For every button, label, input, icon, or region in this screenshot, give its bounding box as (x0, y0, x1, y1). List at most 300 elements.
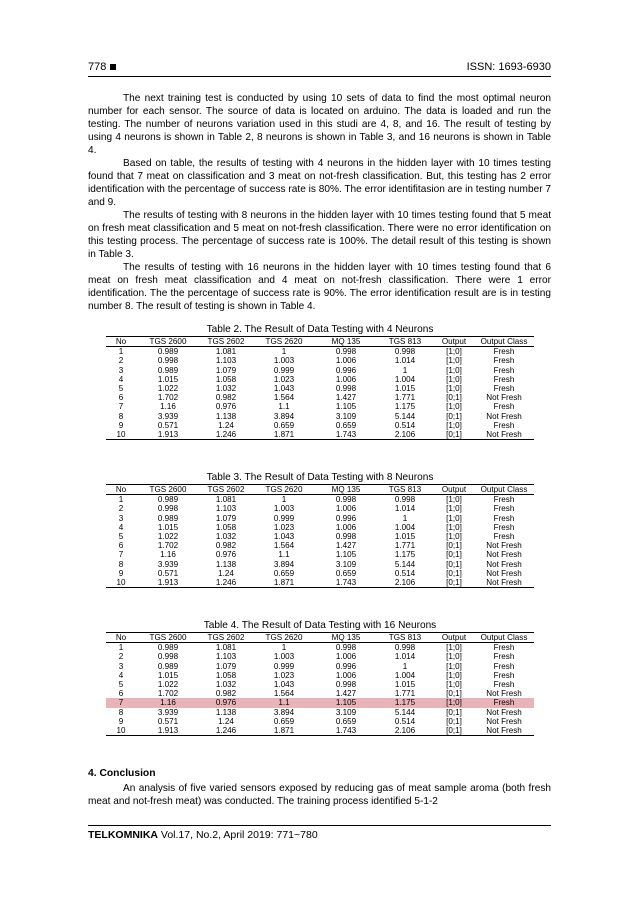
table-cell: 0.989 (157, 495, 179, 505)
table-cell: 0.998 (394, 495, 416, 505)
table-cell: [1;0] (446, 420, 462, 430)
table-cell: Fresh (493, 522, 515, 532)
table-cell: [0;1] (446, 541, 462, 551)
table-cell: 1.105 (335, 550, 357, 560)
table-cell: 1.022 (157, 384, 179, 394)
column-header: TGS 2602 (200, 485, 252, 495)
table-cell: 0.999 (273, 661, 295, 671)
table-cell: 1.743 (316, 726, 376, 736)
table-row (106, 689, 534, 698)
table-cell: 1.175 (394, 402, 416, 412)
table-cell: 0.989 (157, 347, 179, 357)
table-row (106, 532, 534, 541)
table-cell: 0.571 (157, 420, 179, 430)
table-cell: Fresh (493, 356, 515, 366)
table-cell: 1.913 (136, 430, 200, 440)
table-cell: [0;1] (446, 568, 462, 578)
table-cell: 1.105 (316, 698, 376, 707)
table-3 (106, 472, 534, 588)
table-cell: [1;0] (446, 522, 462, 532)
table-cell: [1;0] (434, 698, 474, 707)
table-cell: 0.982 (215, 541, 237, 551)
table-cell: 1.081 (215, 495, 237, 505)
table-cell: 1.16 (136, 698, 200, 707)
page-number-group (88, 61, 116, 73)
table-cell: 2.106 (376, 578, 434, 588)
table-cell: Not Fresh (486, 689, 522, 699)
table-cell: [0;1] (434, 578, 474, 588)
table-cell: 1.079 (215, 661, 237, 671)
table-cell: 0.982 (215, 393, 237, 403)
table-cell: 1.246 (200, 578, 252, 588)
table-cell: [1;0] (446, 643, 462, 653)
table-cell: 0.659 (273, 568, 295, 578)
table-cell: 3 (118, 513, 124, 523)
table-caption: Table 3. The Result of Data Testing with 8 Neurons (206, 472, 434, 483)
table-cell: [0;1] (434, 430, 474, 440)
table-row (106, 662, 534, 671)
table-cell: 7 (118, 402, 124, 412)
table-cell: 1.138 (215, 411, 237, 421)
table-cell: [1;0] (446, 374, 462, 384)
table-cell: 0.989 (157, 365, 179, 375)
table-row (106, 523, 534, 532)
paragraph: The results of testing with 16 neurons in the hidden layer with 10 times testing found that 6 meat on fresh meat classification and 4 meat on not-fresh classification. There were 1 error identification. The the percentage of success rate is 90%. The error identification result are is in testing number 8. The result of testing is shown in Table 4. (88, 262, 551, 312)
table-cell: [1;0] (446, 495, 462, 505)
table-cell: 5.144 (394, 559, 416, 569)
table-cell: [0;1] (446, 393, 462, 403)
column-header: TGS 2600 (136, 633, 200, 643)
table-cell: 1.023 (273, 670, 295, 680)
table-cell: Not Fresh (486, 716, 522, 726)
table-cell: 0.999 (273, 365, 295, 375)
table-cell: 1.023 (273, 522, 295, 532)
table-cell: 1.014 (394, 652, 416, 662)
table-cell: Not Fresh (474, 578, 534, 588)
column-header: No (106, 633, 136, 643)
table-row (106, 717, 534, 726)
table-row (106, 430, 534, 440)
table-cell: 1.006 (335, 374, 357, 384)
table-cell: 0.659 (335, 420, 357, 430)
table-caption: Table 2. The Result of Data Testing with 4 Neurons (206, 324, 434, 335)
table-row (106, 347, 534, 357)
table-cell: 1.015 (157, 374, 179, 384)
table-cell: Fresh (493, 495, 515, 505)
table-cell: 1.032 (215, 680, 237, 690)
table-cell: 1.138 (215, 559, 237, 569)
table-cell: Not Fresh (474, 726, 534, 736)
table-row (106, 643, 534, 653)
table-cell: 1.103 (215, 356, 237, 366)
table-cell: 0.571 (157, 716, 179, 726)
table-cell: [1;0] (446, 652, 462, 662)
table-cell: Fresh (493, 347, 515, 357)
table-cell: 0.999 (273, 513, 295, 523)
table-cell: 0.659 (335, 716, 357, 726)
page-footer (88, 825, 551, 841)
table-cell: 1.006 (335, 652, 357, 662)
column-header: Output Class (474, 485, 534, 495)
header-row (106, 337, 534, 347)
table-row-highlighted (106, 698, 534, 707)
table-cell: Not Fresh (486, 707, 522, 717)
table-cell: 8 (118, 411, 124, 421)
journal-name: TELKOMNIKA (88, 829, 158, 841)
table-cell: [0;1] (446, 716, 462, 726)
table-cell: 1.427 (335, 689, 357, 699)
table-cell: 1 (118, 643, 124, 653)
table-cell: 1.564 (273, 541, 295, 551)
page-header (88, 61, 551, 77)
table-row (106, 578, 534, 588)
section-heading: 4. Conclusion (88, 768, 156, 779)
table-cell: 0.659 (273, 420, 295, 430)
table-cell: 1 (402, 661, 408, 671)
table-cell: [1;0] (446, 365, 462, 375)
table-row (106, 550, 534, 559)
table-cell: 1.743 (316, 430, 376, 440)
table-cell: Fresh (474, 698, 534, 707)
table-cell: 1.006 (335, 356, 357, 366)
column-header: TGS 2620 (252, 485, 316, 495)
table-cell: Fresh (493, 652, 515, 662)
table-2 (106, 324, 534, 440)
table-cell: 1.105 (335, 402, 357, 412)
table-cell: 1.079 (215, 365, 237, 375)
column-header: Output (434, 633, 474, 643)
table-cell: 10 (106, 726, 136, 736)
issn: ISSN: 1693-6930 (466, 61, 551, 73)
column-header: MQ 135 (316, 337, 376, 347)
table-row (106, 671, 534, 680)
table-cell: [0;1] (446, 689, 462, 699)
table-row (106, 504, 534, 513)
table-cell: 1.138 (215, 707, 237, 717)
table-cell: 0.998 (335, 384, 357, 394)
table-cell: [1;0] (446, 356, 462, 366)
table-cell: Fresh (493, 420, 515, 430)
table-cell: [1;0] (446, 504, 462, 514)
table-cell: Fresh (493, 365, 515, 375)
table-cell: 9 (118, 568, 124, 578)
conclusion-text (88, 782, 551, 808)
table-cell: 1.246 (200, 430, 252, 440)
table-row (106, 726, 534, 736)
table-row (106, 708, 534, 717)
table-cell: Fresh (493, 402, 515, 412)
table-cell: Fresh (493, 643, 515, 653)
table-cell: 1.015 (394, 384, 416, 394)
table-row (106, 412, 534, 421)
table-cell: 6 (118, 689, 124, 699)
table-row (106, 514, 534, 523)
table-cell: [0;1] (446, 707, 462, 717)
table-cell: 1.246 (200, 726, 252, 736)
table-row (106, 652, 534, 661)
table-row (106, 402, 534, 411)
table-cell: 3.939 (157, 707, 179, 717)
table-cell: 1 (118, 495, 124, 505)
data-table (106, 632, 534, 736)
table-cell: 1 (402, 513, 408, 523)
table-cell: 3.894 (273, 707, 295, 717)
table-cell: 3 (118, 661, 124, 671)
table-cell: 8 (118, 559, 124, 569)
table-cell: 1.006 (335, 670, 357, 680)
table-cell: 1.081 (215, 347, 237, 357)
table-cell: Not Fresh (486, 550, 522, 560)
column-header: TGS 2602 (200, 633, 252, 643)
table-cell: 1.427 (335, 541, 357, 551)
table-cell: [0;1] (446, 550, 462, 560)
table-cell: Fresh (493, 513, 515, 523)
table-cell: 1.081 (215, 643, 237, 653)
table-cell: 1.913 (136, 578, 200, 588)
table-row (106, 680, 534, 689)
column-header: TGS 2600 (136, 485, 200, 495)
column-header: TGS 2620 (252, 337, 316, 347)
table-cell: 4 (118, 670, 124, 680)
table-cell: 1.058 (215, 374, 237, 384)
table-row (106, 541, 534, 550)
table-cell: 7 (106, 698, 136, 707)
table-cell: 1.103 (215, 504, 237, 514)
table-cell: 4 (118, 374, 124, 384)
table-cell: 5 (118, 680, 124, 690)
table-cell: Not Fresh (474, 430, 534, 440)
paragraph: The next training test is conducted by using 10 sets of data to find the most optimal neuron number for each sensor. The source of data is located on arduino. The data is loaded and run the testing. The number of neurons variation used in this studi are 4, 8, and 16. The result of testing by using 4 neurons is shown in Table 2, 8 neurons is shown in Table 3, and 16 neurons is shown in Table 4. (88, 93, 551, 156)
table-cell: 1.16 (160, 550, 176, 560)
table-cell: [0;1] (434, 726, 474, 736)
table-cell: 1.014 (394, 504, 416, 514)
table-cell: 1.913 (136, 726, 200, 736)
table-cell: 1.004 (394, 670, 416, 680)
table-cell: 5 (118, 384, 124, 394)
table-cell: 1.032 (215, 532, 237, 542)
table-cell: Fresh (493, 374, 515, 384)
table-cell: 1 (402, 365, 408, 375)
column-header: TGS 2602 (200, 337, 252, 347)
table-cell: 1.564 (273, 393, 295, 403)
table-cell: 1.771 (394, 393, 416, 403)
table-cell: 6 (118, 541, 124, 551)
table-cell: 0.998 (335, 680, 357, 690)
table-cell: Fresh (493, 504, 515, 514)
table-cell: 1.24 (218, 716, 234, 726)
table-cell: 0.514 (394, 420, 416, 430)
header-row (106, 633, 534, 643)
table-row (106, 375, 534, 384)
table-cell: [1;0] (446, 661, 462, 671)
table-cell: 1.015 (394, 532, 416, 542)
table-cell: 1.023 (273, 374, 295, 384)
column-header: Output (434, 485, 474, 495)
square-bullet-icon (110, 64, 116, 70)
table-cell: 0.998 (335, 643, 357, 653)
table-cell: 1 (281, 347, 287, 357)
table-cell: 1.564 (273, 689, 295, 699)
table-cell: Fresh (493, 670, 515, 680)
column-header: MQ 135 (316, 633, 376, 643)
table-cell: 0.989 (157, 661, 179, 671)
table-cell: 1.004 (394, 374, 416, 384)
table-cell: Fresh (493, 680, 515, 690)
table-cell: 1.003 (273, 356, 295, 366)
table-cell: 1.743 (316, 578, 376, 588)
table-cell: 0.976 (200, 698, 252, 707)
column-header: TGS 2620 (252, 633, 316, 643)
table-cell: [0;1] (446, 411, 462, 421)
table-cell: 1.1 (278, 550, 290, 560)
table-cell: 1.015 (157, 522, 179, 532)
table-cell: 2 (118, 356, 124, 366)
table-cell: 1 (281, 495, 287, 505)
table-cell: 1.043 (273, 680, 295, 690)
table-cell: 5.144 (394, 707, 416, 717)
table-cell: 1.032 (215, 384, 237, 394)
table-cell: 5 (118, 532, 124, 542)
body-text (88, 92, 551, 313)
table-row (106, 366, 534, 375)
table-cell: 9 (118, 716, 124, 726)
table-cell: 7 (118, 550, 124, 560)
table-cell: Not Fresh (486, 559, 522, 569)
table-cell: 3.939 (157, 559, 179, 569)
header-row (106, 485, 534, 495)
table-cell: 0.998 (157, 504, 179, 514)
table-cell: Not Fresh (486, 568, 522, 578)
table-row (106, 569, 534, 578)
table-cell: 0.996 (335, 661, 357, 671)
table-cell: 1.006 (335, 504, 357, 514)
table-cell: 0.998 (335, 347, 357, 357)
table-cell: 0.976 (215, 402, 237, 412)
table-cell: 1.771 (394, 541, 416, 551)
table-cell: 0.659 (335, 568, 357, 578)
table-cell: 1.1 (278, 402, 290, 412)
table-cell: 0.976 (215, 550, 237, 560)
table-cell: Fresh (493, 661, 515, 671)
table-cell: 1.702 (157, 541, 179, 551)
table-cell: 0.989 (157, 643, 179, 653)
table-cell: 6 (118, 393, 124, 403)
table-cell: 1.003 (273, 652, 295, 662)
table-cell: 1.24 (218, 568, 234, 578)
table-cell: [1;0] (446, 347, 462, 357)
table-cell: 0.998 (394, 347, 416, 357)
column-header: Output Class (474, 633, 534, 643)
table-cell: [1;0] (446, 532, 462, 542)
table-cell: 3.894 (273, 411, 295, 421)
table-cell: 3.109 (335, 559, 357, 569)
table-cell: 4 (118, 522, 124, 532)
table-cell: 5.144 (394, 411, 416, 421)
table-cell: 0.998 (157, 356, 179, 366)
table-cell: 1.022 (157, 532, 179, 542)
table-row (106, 356, 534, 365)
table-cell: 3.894 (273, 559, 295, 569)
table-cell: 1.702 (157, 393, 179, 403)
column-header: No (106, 485, 136, 495)
paragraph: An analysis of five varied sensors exposed by reducing gas of meat sample aroma (both fresh meat and not-fresh meat) was conducted. The training process identified 5-1-2 (88, 783, 551, 807)
table-cell: 0.998 (394, 643, 416, 653)
table-cell: 2.106 (376, 430, 434, 440)
table-cell: [1;0] (446, 680, 462, 690)
table-cell: 1.16 (160, 402, 176, 412)
table-cell: Not Fresh (486, 393, 522, 403)
table-cell: Fresh (493, 532, 515, 542)
column-header: TGS 813 (376, 633, 434, 643)
table-cell: 10 (106, 430, 136, 440)
table-cell: 1.871 (252, 726, 316, 736)
column-header: TGS 813 (376, 337, 434, 347)
paragraph: The results of testing with 8 neurons in the hidden layer with 10 times testing found that 5 meat on fresh meat classification and 5 meat on not-fresh classification. There were no error identification on this testing process. The percentage of success rate is 100%. The detail result of this testing is shown in Table 3. (88, 210, 551, 260)
page-number: 778 (88, 61, 107, 73)
table-cell: 1.24 (218, 420, 234, 430)
table-row (106, 384, 534, 393)
table-cell: 0.514 (394, 568, 416, 578)
table-cell: 1.079 (215, 513, 237, 523)
table-cell: 1.771 (394, 689, 416, 699)
table-cell: 0.998 (335, 495, 357, 505)
table-cell: 1.058 (215, 522, 237, 532)
table-cell: 0.659 (273, 716, 295, 726)
table-cell: 1.006 (335, 522, 357, 532)
table-cell: 1.871 (252, 578, 316, 588)
table-cell: 1.175 (394, 550, 416, 560)
paragraph: Based on table, the results of testing with 4 neurons in the hidden layer with 10 times testing found that 7 meat on classification and 3 meat on not-fresh classification. But, this testing has 2 error identification with the percentage of success rate is 80%. The error identifitasion are in testing number 7 and 9. (88, 158, 551, 208)
table-cell: 1 (118, 347, 124, 357)
table-cell: 2 (118, 504, 124, 514)
table-cell: 1.702 (157, 689, 179, 699)
table-cell: 0.996 (335, 365, 357, 375)
table-4 (106, 620, 534, 736)
table-cell: 1.022 (157, 680, 179, 690)
table-cell: 1.004 (394, 522, 416, 532)
table-cell: 1.871 (252, 430, 316, 440)
column-header: No (106, 337, 136, 347)
data-table (106, 336, 534, 440)
table-cell: 0.998 (157, 652, 179, 662)
table-cell: 0.571 (157, 568, 179, 578)
table-cell: [1;0] (446, 402, 462, 412)
column-header: MQ 135 (316, 485, 376, 495)
table-cell: 1.015 (394, 680, 416, 690)
table-cell: 0.989 (157, 513, 179, 523)
table-cell: Fresh (493, 384, 515, 394)
table-cell: 0.982 (215, 689, 237, 699)
table-cell: 1.015 (157, 670, 179, 680)
table-cell: 3.109 (335, 411, 357, 421)
table-cell: 1.103 (215, 652, 237, 662)
table-cell: 9 (118, 420, 124, 430)
column-header: Output (434, 337, 474, 347)
table-cell: 1.043 (273, 384, 295, 394)
table-cell: 2.106 (376, 726, 434, 736)
table-row (106, 393, 534, 402)
table-cell: [1;0] (446, 513, 462, 523)
table-row (106, 560, 534, 569)
table-cell: [0;1] (446, 559, 462, 569)
table-cell: 0.514 (394, 716, 416, 726)
table-caption: Table 4. The Result of Data Testing with 16 Neurons (203, 620, 437, 631)
table-cell: 1.058 (215, 670, 237, 680)
table-cell: 1.427 (335, 393, 357, 403)
table-cell: 3.109 (335, 707, 357, 717)
table-cell: 1.014 (394, 356, 416, 366)
table-cell: 8 (118, 707, 124, 717)
